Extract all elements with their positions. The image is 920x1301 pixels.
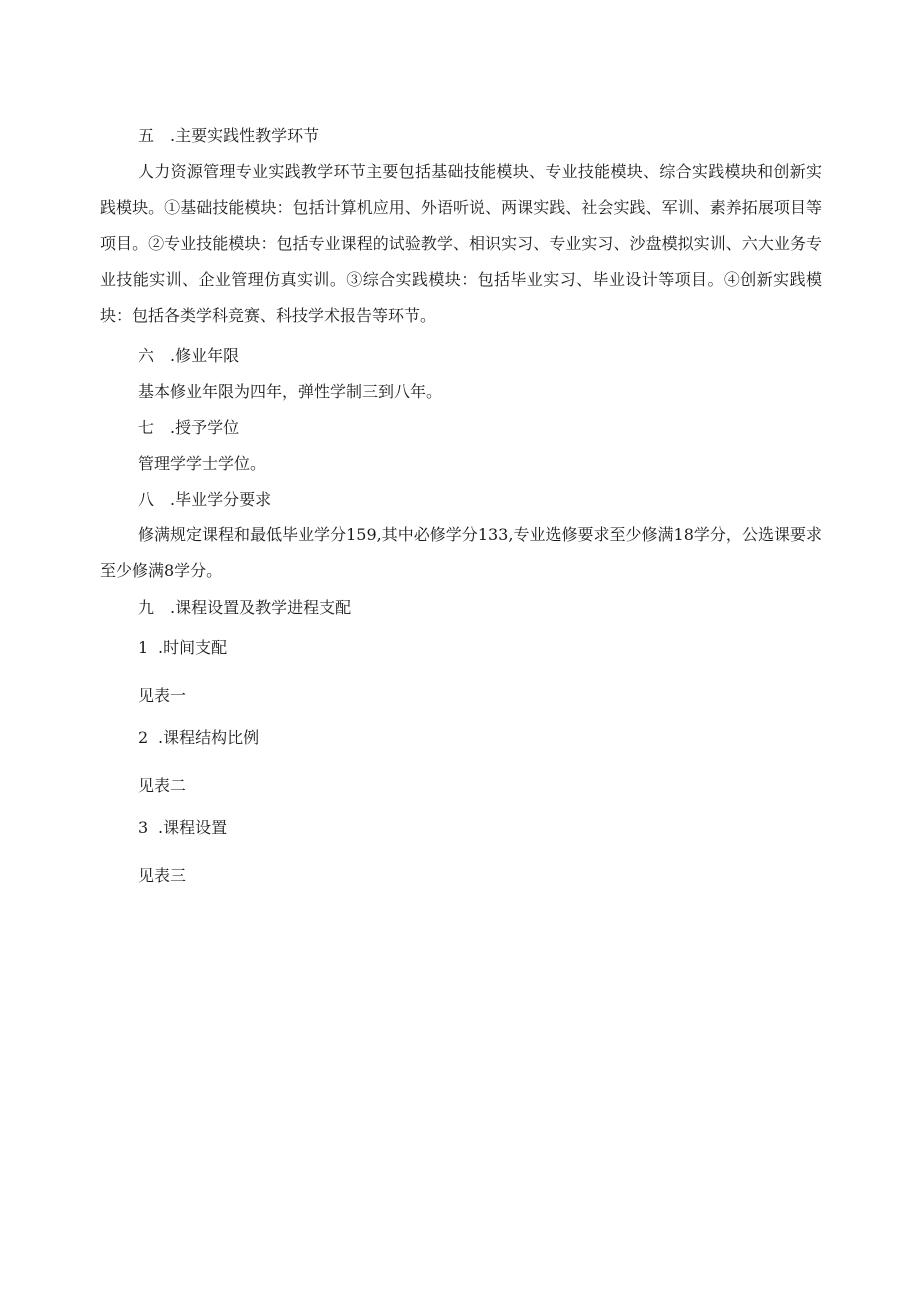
section-title: .主要实践性教学环节 — [170, 126, 320, 145]
section-title: .毕业学分要求 — [170, 490, 272, 509]
section-number: 六 — [138, 346, 155, 365]
subsection-heading-1 — [138, 638, 227, 658]
section-paragraph-8: 修满规定课程和最低毕业学分159,其中必修学分133,专业选修要求至少修满18学分，公选课要求至少修满8学分。 — [100, 525, 822, 580]
subsection-heading-3 — [138, 818, 227, 838]
section-heading-5 — [138, 126, 319, 146]
subsection-title: .时间支配 — [158, 638, 228, 657]
subsection-heading-2 — [138, 728, 259, 748]
section-number: 五 — [138, 126, 155, 145]
section-heading-8 — [138, 490, 271, 510]
section-heading-6 — [138, 346, 239, 366]
subsection-number: 1 — [138, 638, 149, 657]
subsection-reference-1: 见表一 — [138, 686, 187, 705]
section-number: 九 — [138, 598, 155, 617]
section-title: .授予学位 — [170, 418, 240, 437]
section-paragraph-5: 人力资源管理专业实践教学环节主要包括基础技能模块、专业技能模块、综合实践模块和创新实践模块。①基础技能模块：包括计算机应用、外语听说、两课实践、社会实践、军训、素养拓展项目等项目。②专业技能模块：包括专业课程的试验教学、相识实习、专业实习、沙盘模拟实训、六大业务专业技能实训、企业管理仿真实训。③综合实践模块：包括毕业实习、毕业设计等项目。④创新实践模块：包括各类学科竞赛、科技学术报告等环节。 — [100, 162, 822, 325]
subsection-title: .课程结构比例 — [158, 728, 260, 747]
subsection-reference-2: 见表二 — [138, 776, 187, 795]
section-title: .课程设置及教学进程支配 — [170, 598, 352, 617]
section-title: .修业年限 — [170, 346, 240, 365]
section-paragraph-7: 管理学学士学位。 — [138, 454, 267, 473]
subsection-title: .课程设置 — [158, 818, 228, 837]
section-heading-9 — [138, 598, 351, 618]
subsection-reference-3: 见表三 — [138, 866, 187, 885]
section-paragraph-6: 基本修业年限为四年，弹性学制三到八年。 — [138, 382, 443, 401]
section-number: 八 — [138, 490, 155, 509]
section-heading-7 — [138, 418, 239, 438]
subsection-number: 3 — [138, 818, 149, 837]
section-number: 七 — [138, 418, 155, 437]
subsection-number: 2 — [138, 728, 149, 747]
